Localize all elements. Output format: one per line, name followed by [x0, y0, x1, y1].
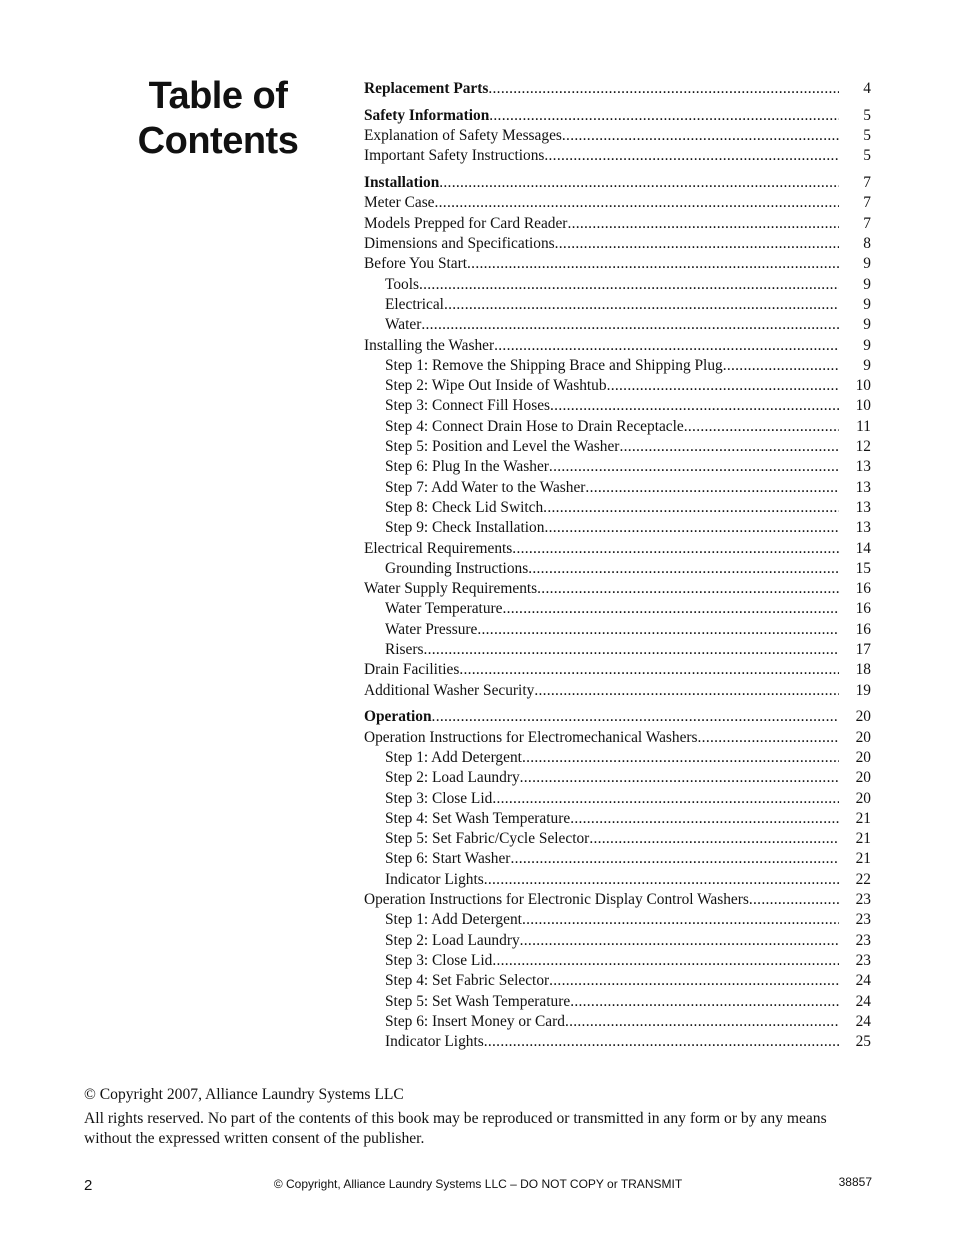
toc-entry-label: Step 5: Position and Level the Washer: [385, 438, 620, 456]
toc-entry[interactable]: [364, 559, 871, 579]
toc-dot-leader: [565, 1012, 839, 1032]
toc-entry-page: 11: [856, 417, 871, 435]
toc-dot-leader: [549, 971, 839, 991]
toc-entry[interactable]: [364, 599, 871, 619]
toc-entry[interactable]: [364, 620, 871, 640]
toc-dot-leader: [619, 437, 839, 457]
toc-entry-page: 10: [855, 397, 871, 415]
toc-entry[interactable]: [364, 910, 871, 930]
toc-entry[interactable]: [364, 396, 871, 416]
toc-dot-leader: [684, 417, 839, 437]
toc-dot-leader: [467, 254, 839, 274]
rights-statement: All rights reserved. No part of the contents of this book may be reproduced or transmitted in any form or by any means without the expressed written consent of the publisher.: [84, 1109, 827, 1147]
toc-entry-page: 15: [855, 559, 871, 577]
toc-entry-page: 23: [855, 951, 871, 969]
toc-dot-leader: [534, 681, 839, 701]
toc-entry-label: Water Supply Requirements: [364, 580, 538, 598]
footer-page-number: 2: [84, 1177, 93, 1194]
toc-entry[interactable]: [364, 457, 871, 477]
toc-dot-leader: [444, 295, 839, 315]
toc-entry-label: Electrical: [385, 295, 444, 313]
toc-entry[interactable]: [364, 890, 871, 910]
toc-entry-label: Step 5: Set Wash Temperature: [385, 992, 571, 1010]
toc-entry[interactable]: [364, 106, 871, 126]
toc-entry[interactable]: [364, 951, 871, 971]
toc-entry-label: Meter Case: [364, 194, 435, 212]
toc-dot-leader: [562, 126, 839, 146]
toc-entry-page: 19: [855, 681, 871, 699]
toc-entry-page: 20: [855, 769, 871, 787]
page-title: [108, 74, 328, 164]
toc-entry[interactable]: [364, 1032, 871, 1052]
toc-entry-page: 12: [855, 438, 871, 456]
toc-entry-page: 23: [855, 931, 871, 949]
toc-entry-label: Safety Information: [364, 106, 490, 124]
toc-dot-leader: [607, 376, 839, 396]
toc-entry[interactable]: [364, 660, 871, 680]
toc-entry-label: Additional Washer Security: [364, 681, 535, 699]
toc-entry-page: 21: [855, 809, 871, 827]
toc-entry[interactable]: [364, 214, 871, 234]
toc-entry[interactable]: [364, 275, 871, 295]
toc-entry-label: Water: [385, 316, 422, 334]
toc-entry-page: 20: [855, 708, 871, 726]
toc-entry-label: Step 2: Wipe Out Inside of Washtub: [385, 377, 607, 395]
toc-entry-label: Step 1: Add Detergent: [385, 911, 522, 929]
toc-entry-label: Installation: [364, 174, 440, 192]
toc-entry-label: Models Prepped for Card Reader: [364, 214, 568, 232]
toc-entry-label: Step 7: Add Water to the Washer: [385, 478, 586, 496]
toc-dot-leader: [489, 106, 839, 126]
toc-dot-leader: [488, 79, 839, 99]
toc-entry[interactable]: [364, 809, 871, 829]
toc-entry-label: Drain Facilities: [364, 661, 460, 679]
toc-entry-page: 13: [855, 498, 871, 516]
toc-entry-label: Electrical Requirements: [364, 539, 513, 557]
toc-entry[interactable]: [364, 728, 871, 748]
toc-entry-page: 22: [855, 870, 871, 888]
toc-entry-page: 5: [863, 127, 871, 145]
toc-entry[interactable]: [364, 478, 871, 498]
toc-entry-page: 8: [863, 235, 871, 253]
toc-entry-label: Step 4: Set Wash Temperature: [385, 809, 571, 827]
toc-dot-leader: [543, 498, 839, 518]
toc-entry[interactable]: [364, 829, 871, 849]
toc-entry[interactable]: [364, 992, 871, 1012]
toc-dot-leader: [570, 809, 839, 829]
toc-entry[interactable]: [364, 254, 871, 274]
toc-dot-leader: [484, 870, 839, 890]
toc-entry-label: Step 8: Check Lid Switch: [385, 498, 544, 516]
toc-entry-label: Grounding Instructions: [385, 559, 529, 577]
toc-entry-page: 9: [863, 336, 871, 354]
footer-notice: © Copyright, Alliance Laundry Systems LLC – DO NOT COPY or TRANSMIT: [273, 1177, 683, 1191]
toc-entry-page: 25: [855, 1033, 871, 1051]
toc-entry-label: Indicator Lights: [385, 1033, 484, 1051]
toc-entry-page: 9: [863, 356, 871, 374]
toc-entry[interactable]: [364, 193, 871, 213]
toc-entry[interactable]: [364, 539, 871, 559]
toc-entry-label: Step 4: Set Fabric Selector: [385, 972, 550, 990]
toc-dot-leader: [585, 478, 839, 498]
toc-entry[interactable]: [364, 498, 871, 518]
toc-entry-label: Indicator Lights: [385, 870, 484, 888]
copyright-line: © Copyright 2007, Alliance Laundry Systems LLC: [84, 1086, 404, 1103]
toc-dot-leader: [550, 396, 839, 416]
toc-entry[interactable]: [364, 707, 871, 727]
toc-dot-leader: [459, 660, 839, 680]
toc-entry-page: 16: [855, 600, 871, 618]
page-title-line-1: Table of: [148, 75, 288, 117]
toc-entry-label: Step 2: Load Laundry: [385, 769, 520, 787]
toc-dot-leader: [570, 992, 839, 1012]
toc-entry-label: Step 1: Remove the Shipping Brace and Shipping Plug: [385, 356, 723, 374]
toc-entry[interactable]: [364, 870, 871, 890]
toc-entry-label: Step 5: Set Fabric/Cycle Selector: [385, 830, 590, 848]
toc-entry[interactable]: [364, 437, 871, 457]
toc-dot-leader: [419, 275, 839, 295]
toc-entry-page: 7: [863, 174, 871, 192]
page-title-line-2: Contents: [137, 120, 299, 162]
toc-entry[interactable]: [364, 518, 871, 538]
toc-dot-leader: [555, 234, 839, 254]
toc-entry[interactable]: [364, 234, 871, 254]
toc-entry-label: Step 6: Insert Money or Card: [385, 1012, 565, 1030]
footer-document-number: 38857: [838, 1175, 872, 1189]
toc-dot-leader: [522, 748, 839, 768]
toc-entry-page: 17: [855, 641, 871, 659]
toc-dot-leader: [698, 728, 839, 748]
toc-entry-page: 20: [855, 789, 871, 807]
toc-entry-page: 9: [863, 255, 871, 273]
toc-entry-page: 23: [855, 891, 871, 909]
toc-dot-leader: [749, 890, 839, 910]
toc-entry-page: 24: [855, 1012, 871, 1030]
toc-dot-leader: [520, 768, 839, 788]
toc-entry-page: 14: [855, 539, 871, 557]
toc-entry-label: Before You Start: [364, 255, 468, 273]
toc-entry-page: 18: [855, 661, 871, 679]
toc-dot-leader: [421, 315, 839, 335]
toc-entry-page: 9: [863, 316, 871, 334]
toc-entry[interactable]: [364, 681, 871, 701]
toc-entry-page: 5: [863, 106, 871, 124]
toc-entry-label: Explanation of Safety Messages: [364, 127, 562, 145]
toc-dot-leader: [502, 599, 839, 619]
toc-entry-page: 4: [863, 80, 871, 97]
toc-entry[interactable]: [364, 768, 871, 788]
toc-dot-leader: [520, 931, 839, 951]
toc-entry[interactable]: [364, 376, 871, 396]
toc-entry-page: 24: [855, 972, 871, 990]
toc-entry-page: 16: [855, 620, 871, 638]
toc-entry-page: 10: [855, 377, 871, 395]
toc-dot-leader: [423, 640, 839, 660]
toc-entry-page: 21: [855, 830, 871, 848]
toc-entry[interactable]: [364, 126, 871, 146]
toc-entry-label: Step 1: Add Detergent: [385, 749, 522, 766]
toc-entry[interactable]: [364, 79, 871, 99]
toc-entry-label: Installing the Washer: [364, 336, 495, 354]
toc-dot-leader: [549, 457, 839, 477]
toc-entry-page: 7: [863, 214, 871, 232]
toc-entry-page: 9: [863, 275, 871, 293]
toc-dot-leader: [484, 1032, 839, 1052]
toc-entry[interactable]: [364, 173, 871, 193]
toc-entry-label: Operation Instructions for Electronic Display Control Washers: [364, 891, 749, 909]
toc-entry[interactable]: [364, 748, 871, 768]
toc-entry-label: Step 2: Load Laundry: [385, 931, 520, 949]
toc-entry-page: 13: [855, 478, 871, 496]
toc-entry-label: Operation: [364, 708, 432, 726]
toc-entry-label: Important Safety Instructions: [364, 147, 545, 165]
toc-entry-page: 24: [855, 992, 871, 1010]
toc-dot-leader: [435, 193, 839, 213]
toc-entry-page: 16: [855, 580, 871, 598]
toc-entry[interactable]: [364, 579, 871, 599]
toc-dot-leader: [492, 789, 839, 809]
toc-entry-label: Step 3: Close Lid: [385, 789, 493, 807]
toc-dot-leader: [567, 214, 839, 234]
toc-entry[interactable]: [364, 315, 871, 335]
toc-entry-page: 9: [863, 295, 871, 313]
toc-entry-page: 23: [855, 911, 871, 929]
toc-entry[interactable]: [364, 640, 871, 660]
toc-dot-leader: [528, 559, 839, 579]
toc-entry-page: 20: [855, 749, 871, 766]
toc-entry-page: 7: [863, 194, 871, 212]
toc-entry-label: Step 9: Check Installation: [385, 519, 545, 537]
toc-entry-page: 5: [863, 147, 871, 165]
toc-entry[interactable]: [364, 295, 871, 315]
toc-entry-label: Step 3: Connect Fill Hoses: [385, 397, 551, 415]
toc-entry-page: 13: [855, 519, 871, 537]
toc-entry-label: Tools: [385, 275, 419, 293]
toc-dot-leader: [723, 356, 839, 376]
toc-dot-leader: [492, 951, 839, 971]
toc-entry-label: Dimensions and Specifications: [364, 235, 555, 253]
toc-entry[interactable]: [364, 849, 871, 869]
toc-dot-leader: [439, 173, 839, 193]
toc-entry[interactable]: [364, 971, 871, 991]
toc-entry[interactable]: [364, 931, 871, 951]
copyright-notice: [84, 1085, 874, 1150]
toc-entry[interactable]: [364, 417, 871, 437]
toc-entry-label: Replacement Parts: [364, 80, 489, 97]
toc-entry[interactable]: [364, 1012, 871, 1032]
toc-entry-page: 13: [855, 458, 871, 476]
toc-entry-label: Step 6: Start Washer: [385, 850, 511, 868]
toc-entry-page: 20: [855, 728, 871, 746]
toc-dot-leader: [477, 620, 839, 640]
toc-dot-leader: [510, 849, 839, 869]
toc-entry[interactable]: [364, 356, 871, 376]
toc-entry-label: Step 3: Close Lid: [385, 951, 493, 969]
toc-entry-label: Operation Instructions for Electromechanical Washers: [364, 728, 698, 746]
toc-entry[interactable]: [364, 789, 871, 809]
toc-dot-leader: [544, 518, 839, 538]
table-of-contents: [364, 79, 871, 1052]
toc-dot-leader: [432, 707, 839, 727]
toc-entry-page: 21: [855, 850, 871, 868]
toc-dot-leader: [512, 539, 839, 559]
toc-dot-leader: [589, 829, 839, 849]
toc-dot-leader: [522, 910, 839, 930]
toc-dot-leader: [494, 336, 839, 356]
toc-entry-label: Step 4: Connect Drain Hose to Drain Receptacle: [385, 417, 684, 435]
toc-dot-leader: [544, 146, 839, 166]
toc-entry-label: Water Pressure: [385, 620, 478, 638]
toc-dot-leader: [537, 579, 839, 599]
page-footer: [84, 1175, 872, 1195]
toc-entry[interactable]: [364, 146, 871, 166]
toc-entry[interactable]: [364, 336, 871, 356]
toc-entry-label: Step 6: Plug In the Washer: [385, 458, 549, 476]
toc-entry-label: Water Temperature: [385, 600, 503, 618]
toc-entry-label: Risers: [385, 641, 424, 659]
